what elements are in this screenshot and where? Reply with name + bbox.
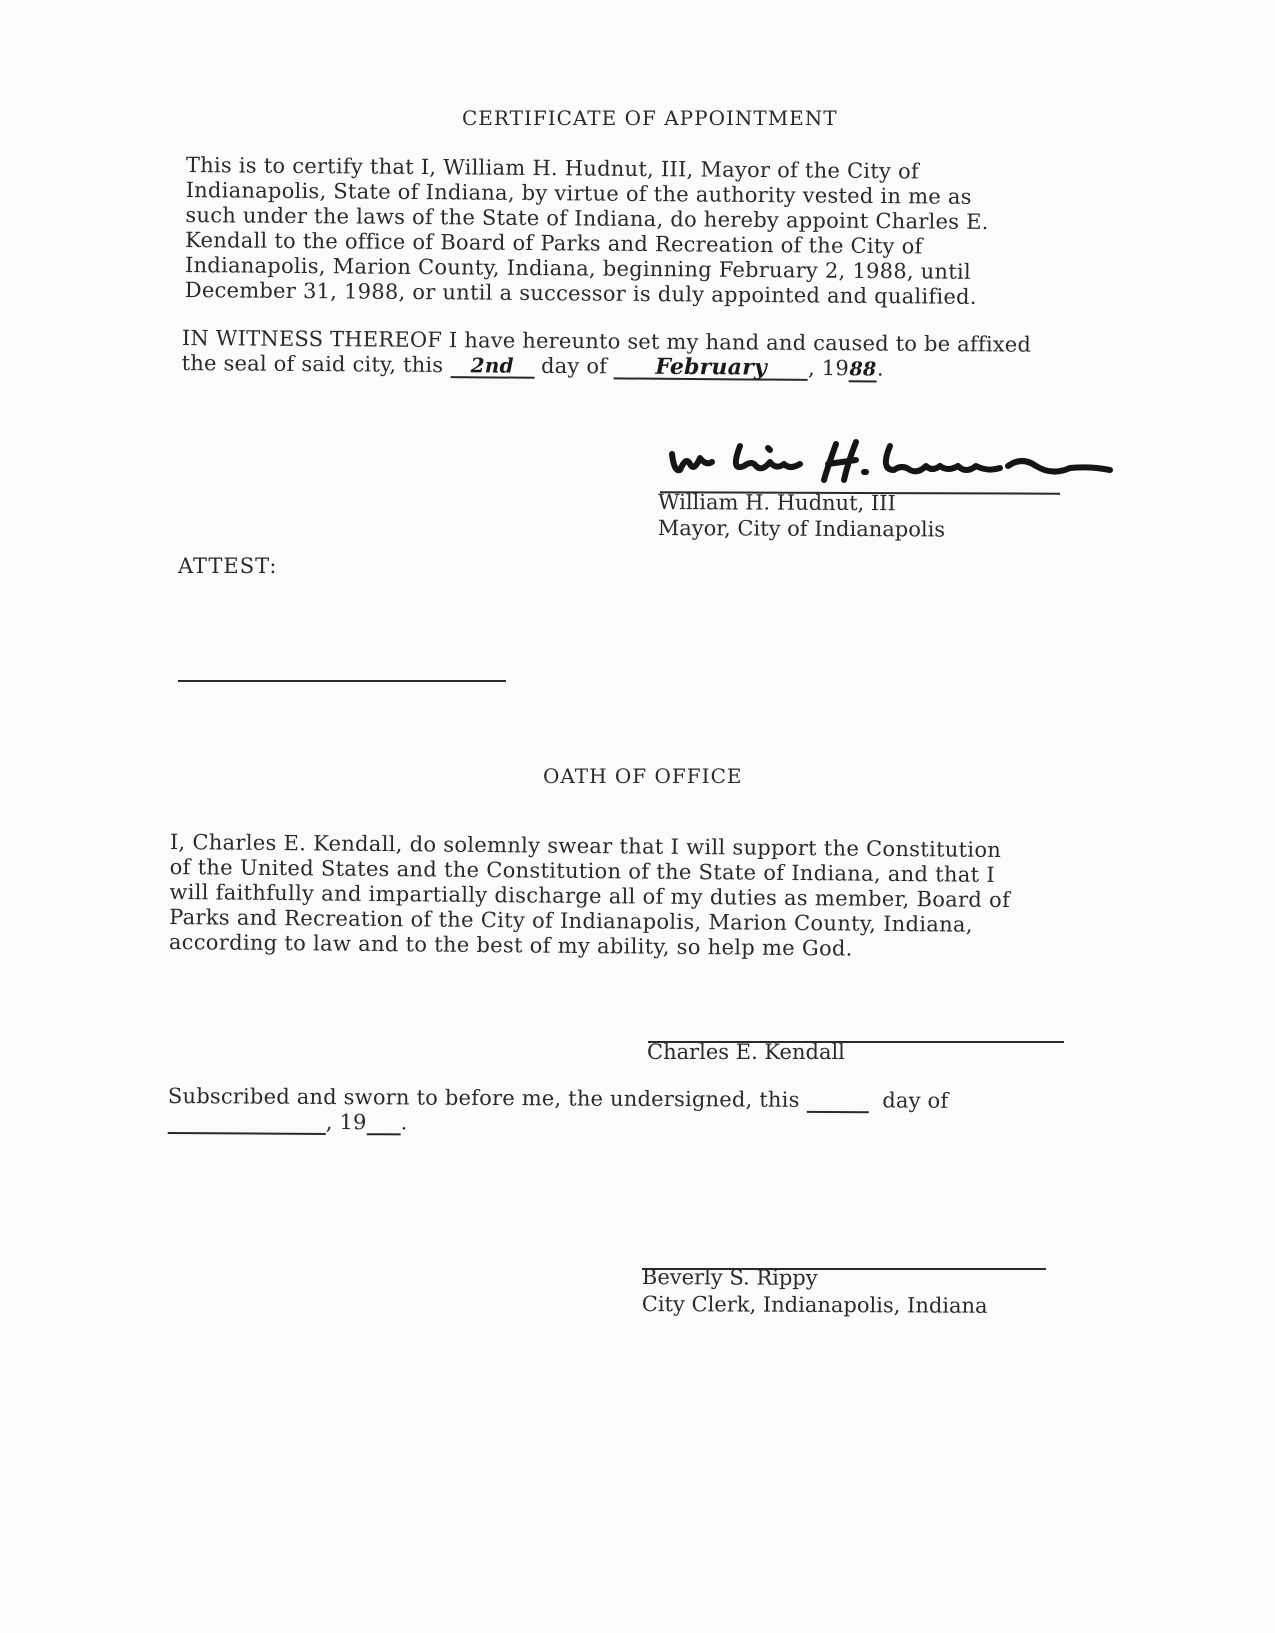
subscribed-text: Subscribed and sworn to before me, the undersigned, this: [167, 1084, 800, 1112]
subscribed-month-blank: [168, 1110, 326, 1135]
subscribed-clause: [168, 1084, 949, 1139]
witness-day-handwritten: 2nd: [450, 354, 534, 379]
clerk-name: Beverly S. Rippy: [641, 1265, 818, 1290]
subscribed-year-blank: [367, 1111, 401, 1135]
oath-body: [169, 830, 1011, 963]
oath-body-line: of the United States and the Constitution of the State of Indiana, and that I: [169, 854, 996, 887]
certificate-body-line: December 31, 1988, or until a successor is duly appointed and qualified.: [184, 277, 977, 309]
oath-body-line: I, Charles E. Kendall, do solemnly swear that I will support the Constitution: [169, 830, 1002, 862]
oath-signer-name: Charles E. Kendall: [647, 1040, 845, 1064]
certificate-body-line: such under the laws of the State of Indiana, do hereby appoint Charles E.: [185, 202, 989, 235]
clerk-block: [642, 1264, 988, 1320]
clerk-title: City Clerk, Indianapolis, Indiana: [641, 1291, 988, 1318]
witness-end: .: [876, 356, 884, 381]
witness-clause: [182, 326, 1032, 384]
subscribed-day-blank: [806, 1089, 868, 1113]
witness-prefix: the seal of said city, this: [181, 350, 444, 378]
mayor-block: [658, 489, 946, 543]
witness-year-prefix: , 19: [808, 355, 850, 381]
certificate-body-line: Indianapolis, State of Indiana, by virtue of the authority vested in me as: [185, 177, 972, 209]
oath-body-line: Parks and Recreation of the City of Indianapolis, Marion County, Indiana,: [169, 904, 973, 937]
subscribed-day-suffix: day of: [882, 1088, 949, 1113]
witness-year-handwritten: 88: [849, 358, 877, 382]
attest-signature-line: [178, 680, 506, 682]
witness-month-handwritten: February: [614, 355, 808, 381]
certificate-body-line: Kendall to the office of Board of Parks and Recreation of the City of: [185, 227, 923, 259]
subscribed-year-prefix: , 19: [325, 1109, 367, 1135]
oath-body-line: according to law and to the best of my ability, so help me God.: [168, 929, 853, 961]
subscribed-line-2: [168, 1109, 949, 1139]
witness-mid: day of: [540, 353, 608, 379]
certificate-body-line: This is to certify that I, William H. Hudnut, III, Mayor of the City of: [185, 153, 920, 184]
mayor-title: Mayor, City of Indianapolis: [657, 515, 946, 542]
witness-line-1: IN WITNESS THEREOF I have hereunto set my hand and caused to be affixed: [181, 326, 1032, 357]
oath-title: OATH OF OFFICE: [543, 764, 743, 788]
attest-label: ATTEST:: [178, 554, 278, 578]
certificate-body: [185, 153, 990, 310]
certificate-title: CERTIFICATE OF APPOINTMENT: [462, 106, 838, 130]
subscribed-end: .: [400, 1110, 408, 1135]
oath-body-line: will faithfully and impartially discharge all of my duties as member, Board of: [169, 879, 1011, 913]
mayor-name: William H. Hudnut, III: [657, 490, 896, 516]
certificate-body-line: Indianapolis, Marion County, Indiana, beginning February 2, 1988, until: [184, 252, 972, 284]
